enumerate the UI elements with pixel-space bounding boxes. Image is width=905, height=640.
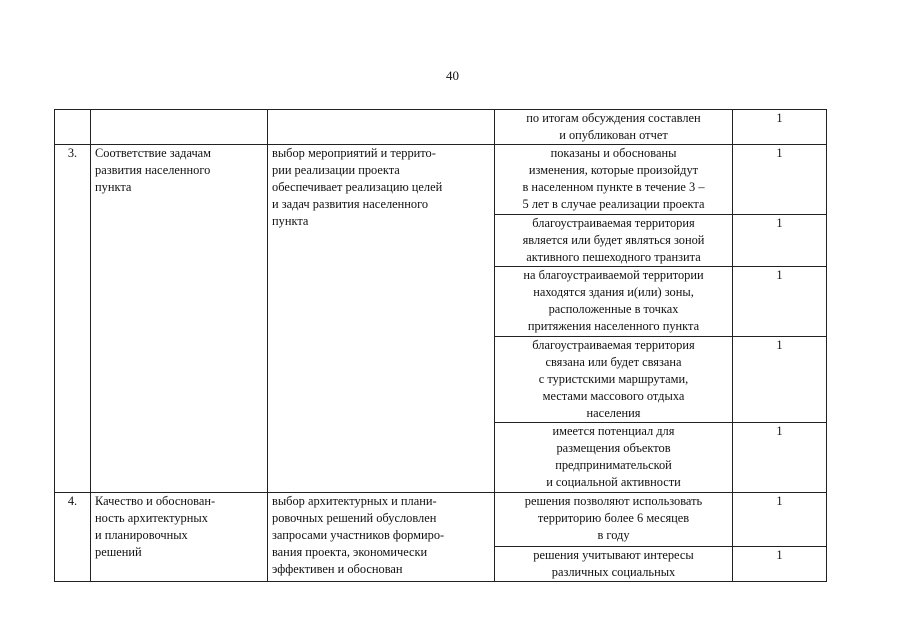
score-cell <box>733 547 827 582</box>
table-row <box>55 493 827 547</box>
number-cell <box>55 110 91 145</box>
indicator-text: благоустраиваемая территория является или будет являться зоной активного пешеходного транзита <box>522 216 705 264</box>
criterion-text: Соответствие задачам развития населенного пункта <box>95 146 212 194</box>
criterion-number: 4. <box>67 494 78 508</box>
criterion-number: 3. <box>67 146 78 160</box>
criterion-cell <box>91 110 268 145</box>
indicator-text: имеется потенциал для размещения объектов предпринимательской и социальной активности <box>546 424 681 489</box>
score-cell <box>733 145 827 215</box>
criterion-cell <box>91 145 268 493</box>
indicator-cell <box>495 337 733 423</box>
indicator-cell <box>495 423 733 493</box>
indicator-cell <box>495 267 733 337</box>
criterion-cell <box>91 493 268 582</box>
description-text: выбор мероприятий и террито- рии реализации проекта обеспечивает реализацию целей и задач развития населенного пункта <box>272 146 443 228</box>
score-value: 1 <box>776 494 783 508</box>
number-cell <box>55 145 91 493</box>
score-cell <box>733 493 827 547</box>
table-row <box>55 145 827 215</box>
criterion-text: Качество и обоснован- ность архитектурных и планировочных решений <box>95 494 216 559</box>
score-value: 1 <box>776 424 783 438</box>
indicator-text: по итогам обсуждения составлен и опубликован отчет <box>526 111 701 142</box>
description-cell <box>268 493 495 582</box>
criteria-table <box>54 109 827 582</box>
score-value: 1 <box>776 146 783 160</box>
table-row <box>55 110 827 145</box>
indicator-text: благоустраиваемая территория связана или будет связана с туристскими маршрутами, местами массового отдыха населения <box>532 338 695 420</box>
score-value: 1 <box>776 268 783 282</box>
description-cell <box>268 145 495 493</box>
indicator-cell <box>495 110 733 145</box>
indicator-cell <box>495 215 733 267</box>
score-cell <box>733 337 827 423</box>
indicator-cell <box>495 493 733 547</box>
score-cell <box>733 110 827 145</box>
indicator-text: на благоустраиваемой территории находятся здания и(или) зоны, расположенные в точках притяжения населенного пункта <box>523 268 704 333</box>
indicator-text: решения позволяют использовать территорию более 6 месяцев в году <box>524 494 703 542</box>
score-value: 1 <box>776 548 783 562</box>
number-cell <box>55 493 91 582</box>
description-text: выбор архитектурных и плани- ровочных решений обусловлен запросами участников формиро- вания проекта, экономически эффективен и обоснован <box>272 494 445 576</box>
score-cell <box>733 215 827 267</box>
score-value: 1 <box>776 216 783 230</box>
score-value: 1 <box>776 111 783 125</box>
page-number: 40 <box>446 68 459 83</box>
indicator-cell <box>495 145 733 215</box>
score-cell <box>733 423 827 493</box>
score-value: 1 <box>776 338 783 352</box>
indicator-text: показаны и обоснованы изменения, которые произойдут в населенном пункте в течение 3 – 5 лет в случае реализации проекта <box>522 146 705 211</box>
description-cell <box>268 110 495 145</box>
indicator-cell <box>495 547 733 582</box>
indicator-text: решения учитывают интересы различных социальных <box>533 548 694 579</box>
score-cell <box>733 267 827 337</box>
